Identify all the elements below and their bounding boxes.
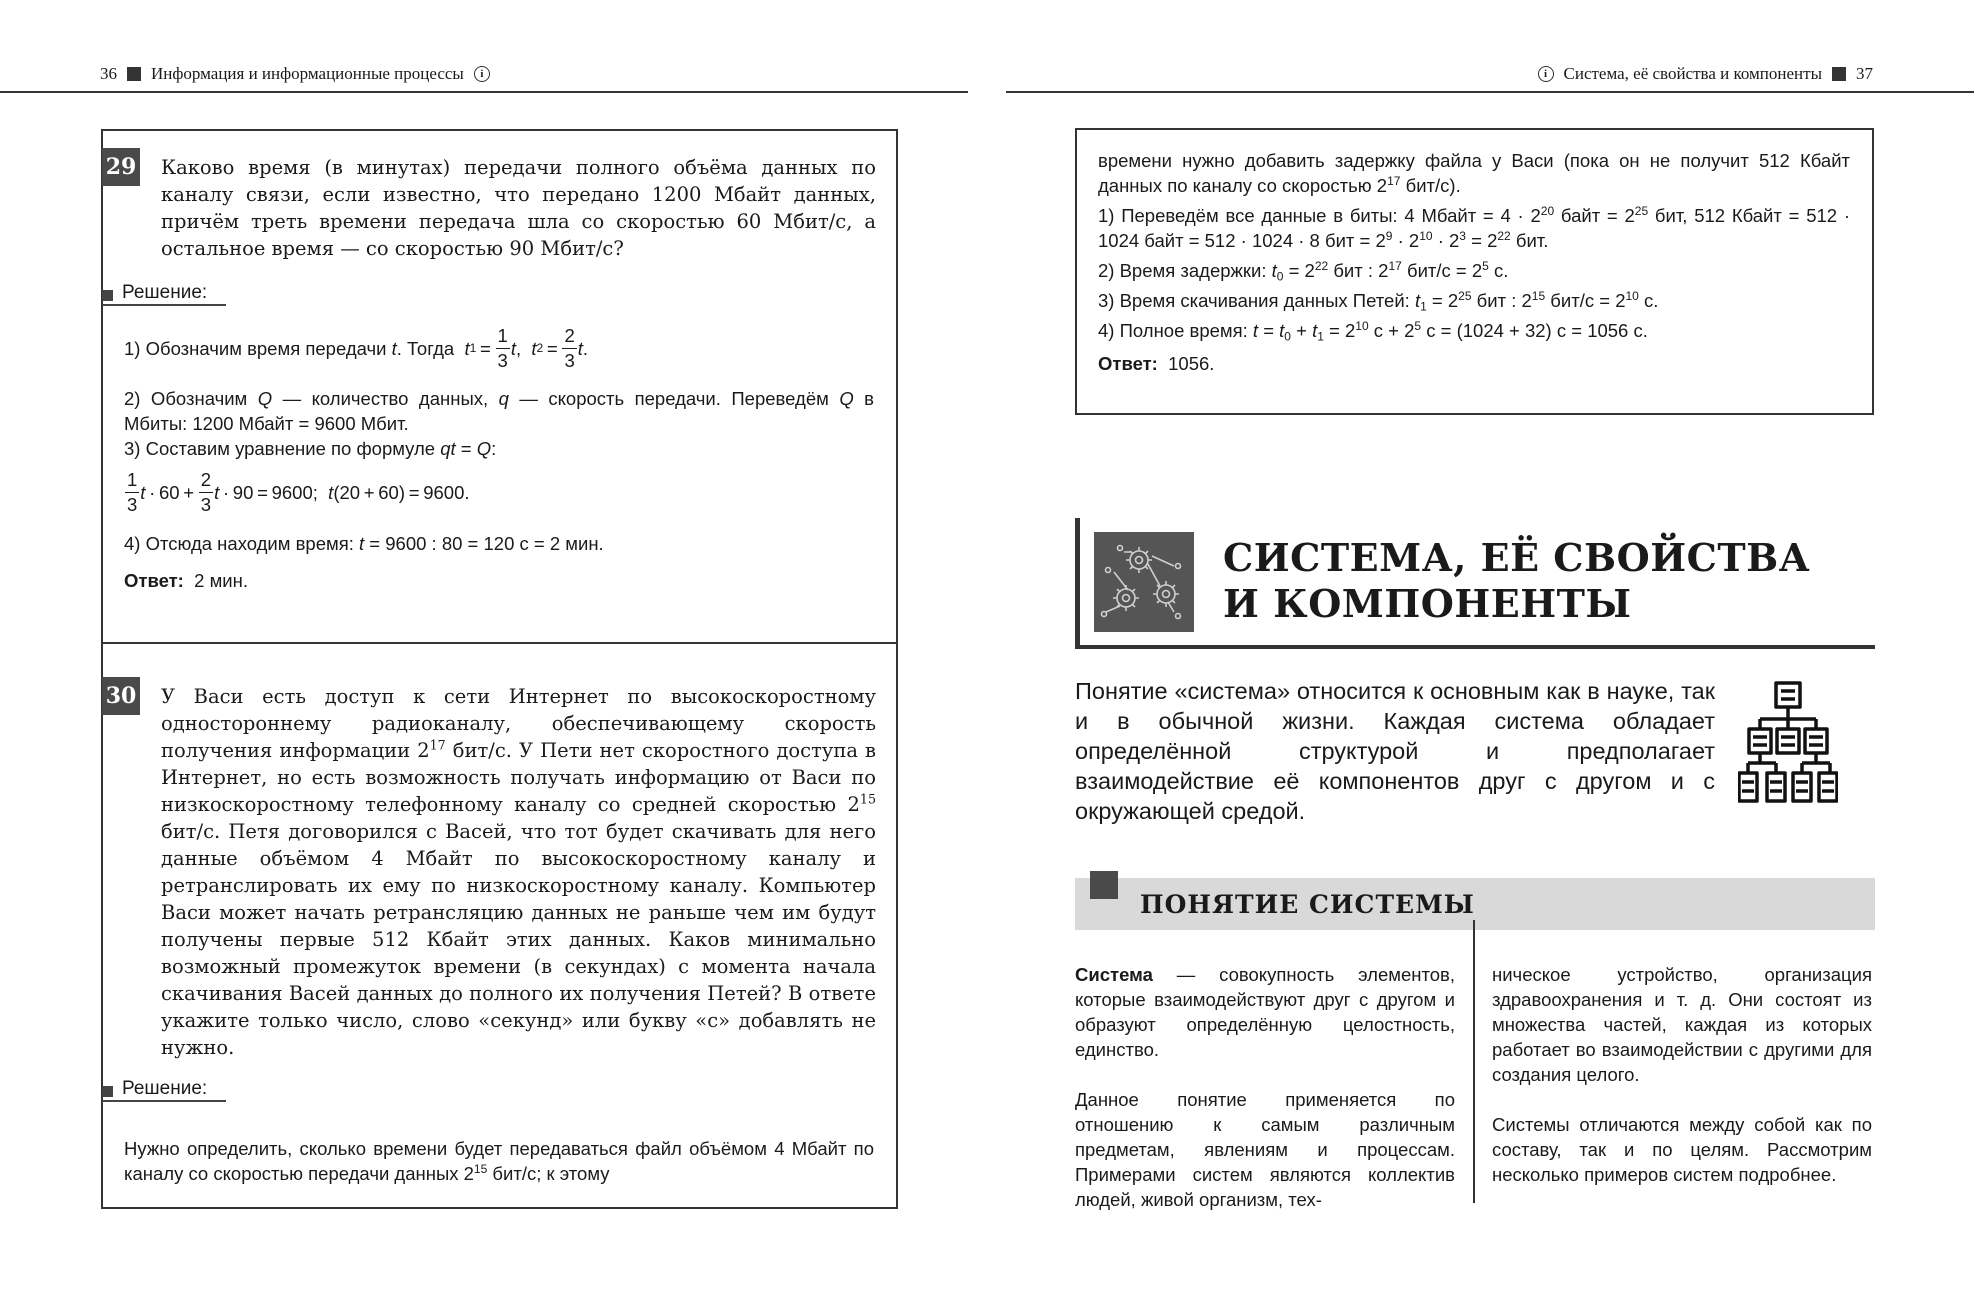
section-paragraph-2: Данное понятие применяется по отношению к самым различным предметам, явлениям и процессам. Примерами систем являются коллектив людей, живой организм, тех- xyxy=(1075,1089,1455,1210)
gears-icon xyxy=(1094,532,1194,632)
task-30-solution-label: Решение: xyxy=(102,1078,226,1102)
info-icon: i xyxy=(474,66,490,82)
section-column-left: Система — совокупность элементов, которые взаимодействуют друг с другом и образуют определённую целостность, единство. Данное понятие применяется по отношению к самым различным предметам, явлениям и процессам. Примерами систем являются коллектив людей, живой организм, тех- xyxy=(1075,964,1455,1210)
task-30-text: У Васи есть доступ к сети Интернет по высокоскоростному одностороннему радиоканалу, обеспечивающему скорость получения информации $2^{17}$ бит/с. У Пети нет скоростного доступа в Интернет, но есть возможность получать информацию от Васи по низкоскоростному телефонному каналу со средней скоростью $2^{15}$ бит/с. Петя договорился с Васей, что тот будет скачивать для него данные объёмом 4 Мбайт по высокоскоростному каналу и ретранслировать их ему по низкоскоростному каналу. Компьютер Васи может начать ретрансляцию данных не раньше чем им будут получены первые 512 Кбайт этих данных. Каков минимально возможный промежуток времени (в секундах) с момента начала скачивания Васей данных до полного их получения Петей? В ответе укажите только число, слово «секунд» или букву «с» добавлять не нужно. xyxy=(161,685,876,1059)
section-column-right xyxy=(1492,962,1872,1212)
header-square-icon xyxy=(127,67,141,81)
task-30-solution-start: Нужно определить, сколько времени будет передаваться файл объёмом 4 Мбайт по каналу со скоростью передачи данных $2^{15}$ бит/с; к этому xyxy=(124,1138,874,1184)
section-title: ПОНЯТИЕ СИСТЕМЫ xyxy=(1140,890,1475,919)
task-29-answer-label: Ответ: xyxy=(124,570,184,591)
task-29-answer-value: 2 мин. xyxy=(194,570,248,591)
term-system: Система xyxy=(1075,964,1153,985)
right-header-title: Система, её свойства и компоненты xyxy=(1563,64,1822,83)
info-icon: i xyxy=(1538,66,1554,82)
task-29-solution-label: Решение: xyxy=(102,282,226,306)
task-29-solution: 1) Обозначим время передачи t . Тогда t 1 = 1 3 t , t 2 = 2 3 t . 2) Обозначим Q — количество данных, q — скорость передачи. Переведём Q в Мбиты: 1200 Мбайт = 9600 Мбит. 3) Составим уравнение по формуле qt = Q: 1 3 t · 60 + 2 3 t · 90 = 9600; t (20 + 60) = 9600. 4) Отсюда находим время: t = 9600 : 80 = 120 с = 2 мин. Ответ: 2 мин. xyxy=(124,324,875,591)
left-page-number: 36 xyxy=(100,64,117,83)
header-rule-left xyxy=(0,91,968,93)
chapter-rule-bottom xyxy=(1075,645,1875,649)
column-divider xyxy=(1473,920,1475,1203)
hierarchy-icon xyxy=(1738,680,1838,815)
section-square-icon xyxy=(1090,871,1118,899)
task-30-solution-continued: времени нужно добавить задержку файла у Васи (пока он не получит 512 Кбайт данных по каналу со скоростью $2^{17}$ бит/с). 1) Переведём все данные в биты: 4 Мбайт = $4 \cdot 2^{20}$ байт = $2^{25}$ бит, 512 Кбайт = 512 · 1024 байт = 512 · 1024 · 8 бит = $2^9 \cdot 2^{10} \cdot 2^3 = 2^{22}$ бит. 2) Время задержки: $t_0 = 2^{22}$ бит : $2^{17}$ $бит/с = 2^5$ с. 3) Время скачивания данных Петей: $t_1 = 2^{25}$ бит : $2^{15}$ $бит/с = 2^{10}$ с. 4) Полное время: $t = t_0 + t_1 = 2^{10}$ $с + 2^5$ с = (1024 + 32) с = 1056 с. Ответ: 1056. xyxy=(1098,150,1850,374)
header-square-icon xyxy=(1832,67,1846,81)
task-30-answer-label: Ответ: xyxy=(1098,353,1158,374)
task-30-answer-value: 1056. xyxy=(1168,353,1215,374)
task-29-text: Каково время (в минутах) передачи полного объёма данных по каналу связи, если известно, что передано 1200 Мбайт данных, причём треть времени передача шла со скоростью 60 Мбит/с, а остальное время — со скоростью 90 Мбит/с? xyxy=(161,156,876,260)
left-running-header xyxy=(100,64,490,84)
task-29-number: 29 xyxy=(102,148,140,186)
task-30-number: 30 xyxy=(102,677,140,715)
chapter-intro: Понятие «система» относится к основным как в науке, так и в обычной жизни. Каждая система обладает определённой структурой и предполагает взаимодействие её компонентов друг с другом и с окружающей средой. xyxy=(1075,678,1715,824)
section-paragraph-4: Системы отличаются между собой как по составу, так и по целям. Рассмотрим несколько примеров систем подробнее. xyxy=(1492,1114,1872,1185)
header-rule-right xyxy=(1006,91,1974,93)
section-paragraph-3: ническое устройство, организация здравоохранения и т. д. Они состоят из множества частей, каждая из которых работает во взаимодействии с другими для создания целого. xyxy=(1492,964,1872,1085)
right-page-number: 37 xyxy=(1856,64,1873,83)
right-running-header xyxy=(1538,64,1873,84)
chapter-rule-left xyxy=(1075,518,1080,648)
chapter-title: СИСТЕМА, ЕЁ СВОЙСТВА И КОМПОНЕНТЫ xyxy=(1223,535,1811,626)
left-header-title: Информация и информационные процессы xyxy=(151,64,464,83)
